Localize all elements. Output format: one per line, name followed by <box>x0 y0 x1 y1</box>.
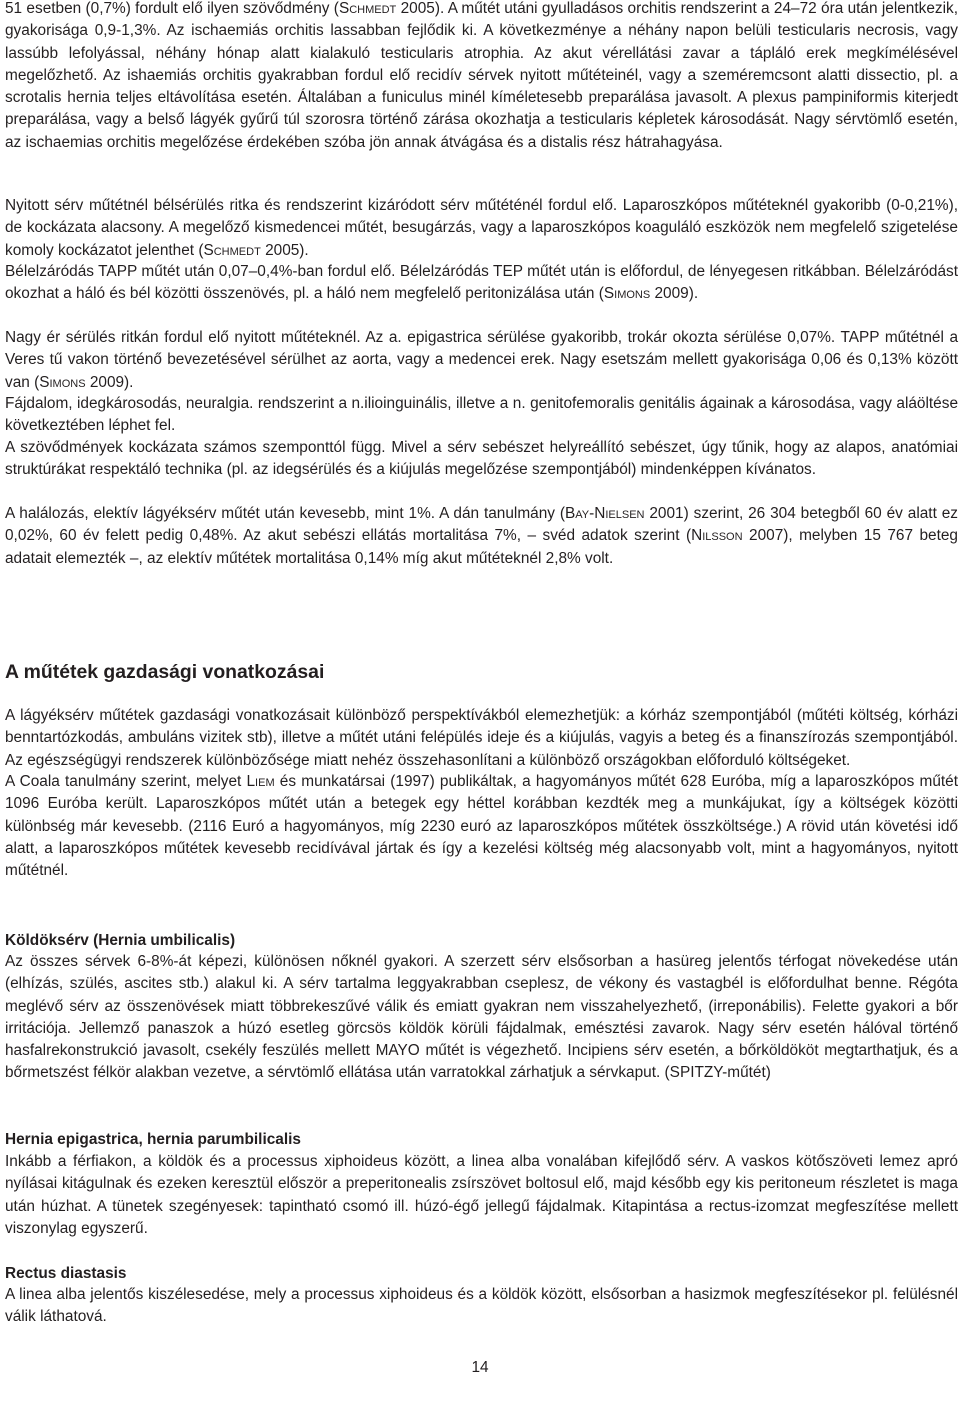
text-run: 2005). A műtét utáni gyulladásos orchitis rendszerint a 24–72 óra után jelentkezik, gyakorisága 0,9-1,3%. Az ischaemiás orchitis lassabban fejlődik ki. A következménye a néhány napon belüli testicularis necrosis, vagy lassúbb lefolyással, néhány hónap alatt kialakuló testicularis atrophia. Az akut vérellátási zavar a tápláló erek megkímélésével megelőzhető. Az ishaemiás orchitis gyakrabban fordul elő recidív sérvek nyitott műtéteinél, vagy a szeméremcsont alatti dissectio, pl. a scrotalis hernia teljes eltávolítása esetén. Általában a funiculus minél kíméletesebb preparálása javasolt. A plexus pampiniformis kiterjedt preparálása, vagy a belső lágyék gyűrű túl szorosra történő zárása okozhatja a testicularis képletek károsodását. Nagy sérvtömlő esetén, az ischaemias orchitis megelőzése érdekében szóba jön annak átvágása és a distalis rész hátrahagyása. <box>5 0 958 151</box>
text-run: 2007), melyben 15 767 beteg adatait elemezték –, az elektív műtétek mortalitása 0,14% míg akut műtéteknél 2,8% volt. <box>5 527 958 567</box>
text-run: 2009). <box>85 373 134 391</box>
paragraph-epigastric-hernia: Inkább a férfiakon, a köldök és a processus xiphoideus között, a linea alba vonalában kifejlődő sérv. A vaskos kötőszöveti lemez apró nyílásai kitágulnak és ezeken keresztül először a preperitonealis zsírszövet boltosul elő, majd később egy kis peritoneum részletet is maga után húzhat. A tünetek szegényesek: tapintható csomó ill. húzó-égő jellegű fájdalmak. Kitapintása a rectus-izomzat megfeszítése mellett viszonylag egyszerű. <box>5 1153 958 1237</box>
subheading-umbilical-hernia: Köldöksérv (Hernia umbilicalis) <box>5 932 236 949</box>
text-run: 51 esetben (0,7%) fordult elő ilyen szövődmény ( <box>5 0 339 17</box>
text-run: A halálozás, elektív lágyéksérv műtét után kevesebb, mint 1%. A dán tanulmány ( <box>5 505 565 522</box>
paragraph-mortality <box>5 503 958 570</box>
citation-author: Nilsson <box>691 527 743 545</box>
paragraph-complication-risk: A szövődmények kockázata számos szemponttól függ. Mivel a sérv sebészet helyreállító sebészet, úgy tűnik, hogy az alapos, anatómiai struktúrákat respektáló technika (pl. az idegsérülés és a kiújulás megelőzése szempontjából) mindenképpen kívánatos. <box>5 439 958 479</box>
page-number: 14 <box>471 1359 489 1376</box>
text-run: Nyitott sérv műtétnél bélsérülés ritka és rendszerint kizáródott sérv műtéténél fordul elő. Laparoszkópos műtéteknél gyakoribb (0-0,21%), de kockázata alacsony. A megelőző kismedencei műtét, besugárzás, vagy a laparoszkópos koaguláló eszközök nem megfelelő szigetelése komoly kockázatot jelenthet ( <box>5 197 958 259</box>
paragraph-umbilical-hernia: Az összes sérvek 6-8%-át képezi, különösen nőknél gyakori. A szerzett sérv elsősorban a hasüreg jelentős térfogat növekedése után (elhízás, szülés, ascites stb.) alakul ki. A sérv tartalma leggyakrabban cseplesz, de vékony és vastagbél is előfordulhat benne. Régóta meglévő sérv az összenövések miatt többrekeszűvé válik és emiatt gyakran nem visszahelyezhető, (irreponábilis). Felette gyakori a bőr irritációja. Jellemző panaszok a húzó esetleg görcsös köldök körüli fájdalmak, emésztési zavarok. Nagy sérv esetén hálóval történő hasfalrekonstrukció javasolt, csekély feszülés mellett MAYO műtét is végezhető. Incipiens sérv esetén, a bőrköldököt megtarthatjuk, és a bőrmetszést félkör alakban vezetve, a sérvtömlő ellátása után varratokkal zárhatjuk a sérvkaput. (SPITZY-műtét) <box>5 953 958 1082</box>
text-run: Nagy ér sérülés ritkán fordul elő nyitott műtéteknél. Az a. epigastrica sérülése gyakoribb, trokár okozta sérülése 0,07%. TAPP műtétnél a Veres tű vakon történő bevezetésével sérülhet az aorta, vagy a medencei erek. Nagy esetszám mellett gyakorisága 0,06 és 0,13% között van ( <box>5 329 958 391</box>
paragraph-orchitis <box>5 0 958 154</box>
subheading-epigastric-hernia: Hernia epigastrica, hernia parumbilicalis <box>5 1131 301 1148</box>
text-run: 2009). <box>650 285 699 303</box>
citation-author: Simons <box>39 373 86 391</box>
citation-author: Bay-Nielsen <box>564 505 645 522</box>
citation-author: Schmedt <box>203 241 261 259</box>
text-run: 2001) szerint, 26 304 betegből 60 év alatt ez 0,02%, 60 év felett pedig 0,48%. Az akut sebészi ellátás mortalitása 7%, – svéd adatok szerint ( <box>5 505 958 545</box>
paragraph-bowel-injury <box>5 195 958 262</box>
citation-author: Liem <box>246 773 275 790</box>
text-run: 2005). <box>260 241 309 259</box>
paragraph-vessel-injury <box>5 327 958 394</box>
paragraph-coala-study <box>5 771 958 882</box>
paragraph-rectus-diastasis: A linea alba jelentős kiszélesedése, mely a processus xiphoideus és a köldök között, elsősorban a hasizmok megfeszítésekor pl. felülésnél válik láthatová. <box>5 1286 958 1326</box>
subheading-rectus-diastasis: Rectus diastasis <box>5 1265 127 1282</box>
paragraph-economics: A lágyéksérv műtétek gazdasági vonatkozásait különböző perspektívákból elemezhetjük: a kórház szempontjából (műtéti költség, kórházi benntartózkodás, ambuláns vizitek stb), illetve a műtét utáni felépülés ideje és a kiújulás, vagyis a beteg és a finanszírozás szempontjából. Az egészségügyi rendszerek különbözősége miatt nehéz összehasonlítani a különböző országokban előforduló költségeket. <box>5 707 958 769</box>
text-run: A Coala tanulmány szerint, melyet <box>5 773 247 790</box>
text-run: és munkatársai (1997) publikáltak, a hagyományos műtét 628 Euróba, míg a laparoszkópos műtét 1096 Euróba került. Laparoszkópos műtét után a betegek egy héttel korábban kezdték meg a munkájukat, így a költségek közötti különbség már kevesebb. (2116 Euró a hagyományos, míg 2230 euró az laparoszkópos műtétek összköltsége.) A rövid után követési idő alatt, a laparoszkópos műtétek kevesebb recidívával jártak és így a kezelési költség még alacsonyabb volt, mint a hagyományos, nyitott műtétnél. <box>5 773 958 880</box>
paragraph-neuralgia: Fájdalom, idegkárosodás, neuralgia. rendszerint a n.ilioinguinális, illetve a n. genitofemoralis genitális ágainak a károsodása, vagy aláöltése következtében léphet fel. <box>5 395 958 435</box>
section-title: A műtétek gazdasági vonatkozásai <box>5 661 325 683</box>
text-run: Bélelzáródás TAPP műtét után 0,07–0,4%-ban fordul elő. Bélelzáródás TEP műtét után is előfordul, de lényegesen ritkábban. Bélelzáródást okozhat a háló és bél közötti összenövés, pl. a háló nem megfelelő peritonizálása után ( <box>5 263 958 303</box>
paragraph-ileus <box>5 261 958 306</box>
citation-author: Simons <box>603 285 651 303</box>
citation-author: Schmedt <box>338 0 397 17</box>
